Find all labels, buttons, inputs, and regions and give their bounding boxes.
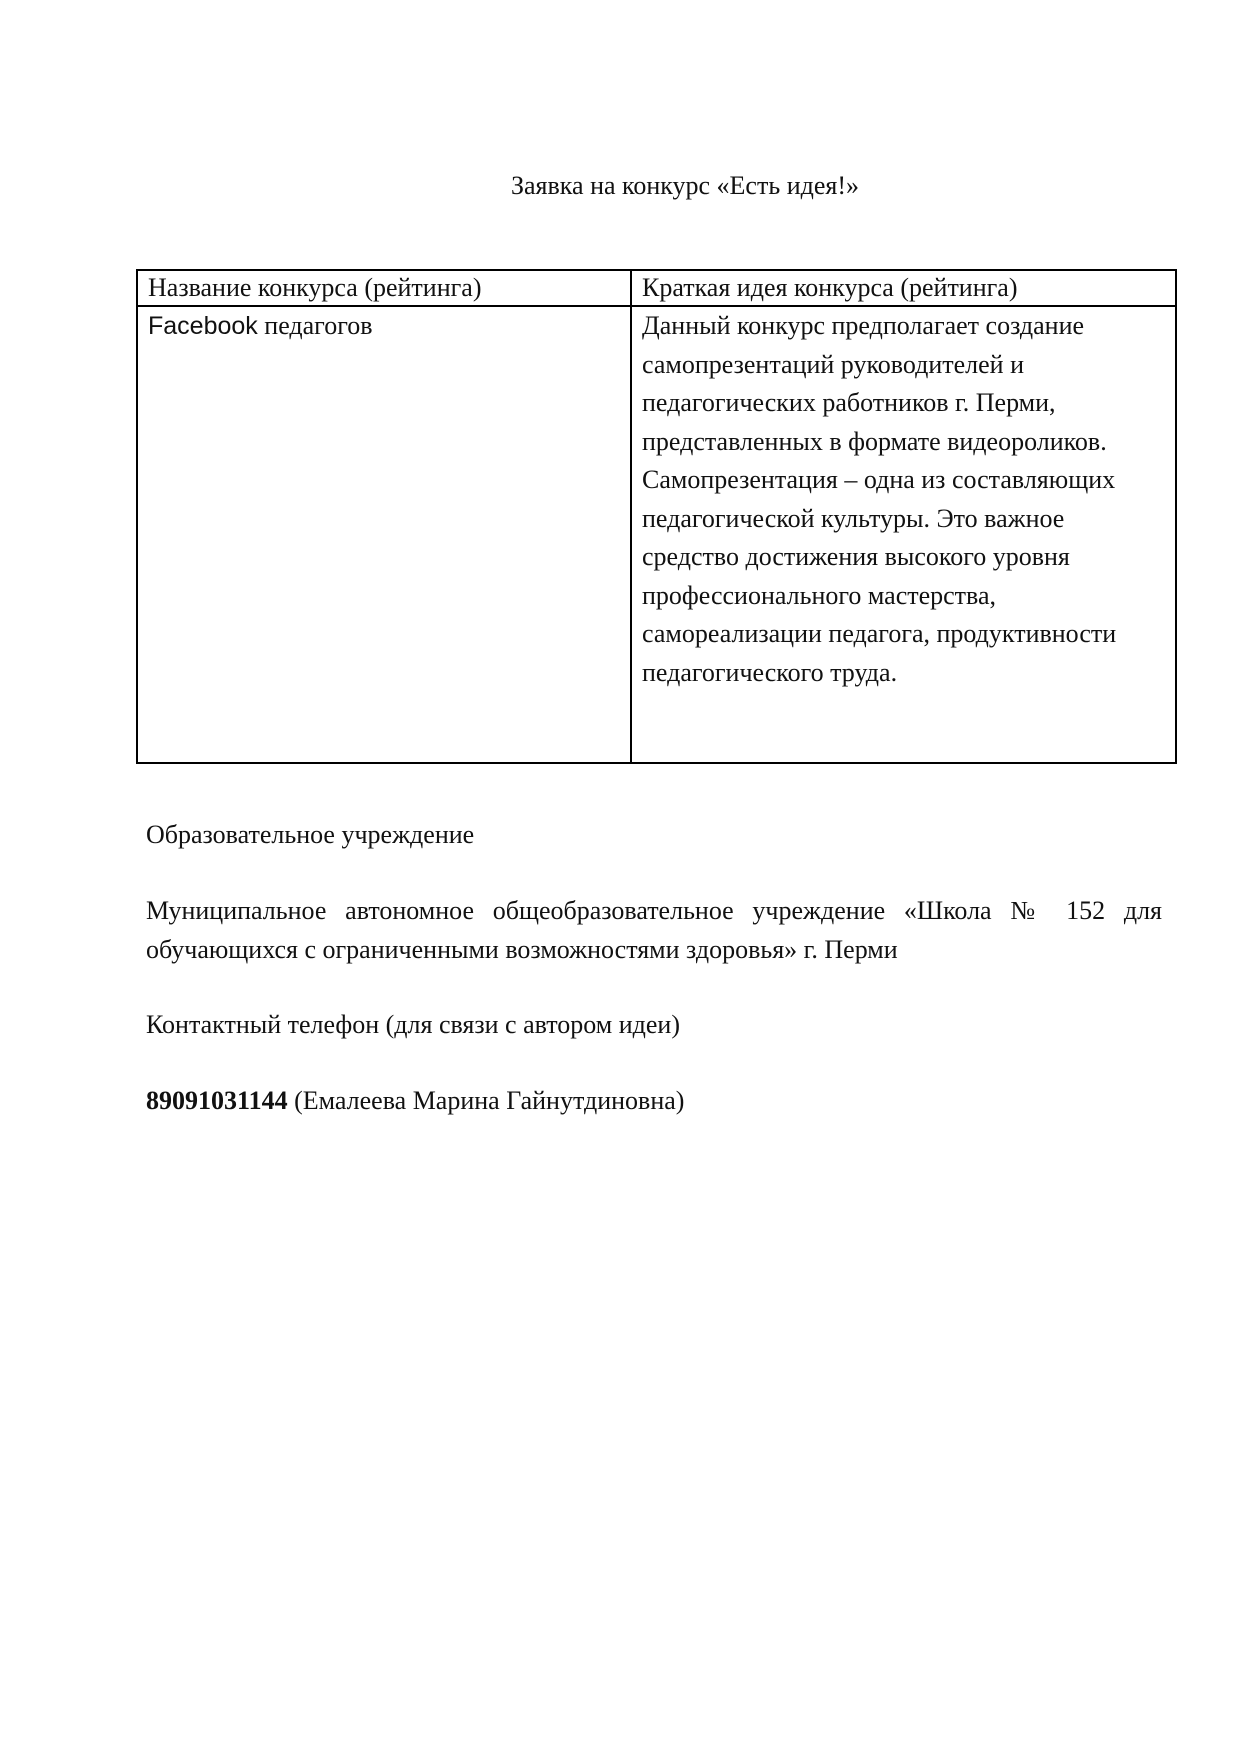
header-contest-name: Название конкурса (рейтинга) [137, 270, 631, 306]
contest-name-brand: Facebook [148, 312, 258, 340]
table-row [137, 306, 1176, 763]
institution-name: Муниципальное автономное общеобразовательное учреждение «Школа № 152 для обучающихся с ограниченными возможностями здоровья» г. Перми [146, 896, 1162, 964]
contest-name-rest: педагогов [257, 311, 373, 340]
contest-name-cell [137, 306, 631, 763]
page-title: Заявка на конкурс «Есть идея!» [510, 171, 859, 200]
header-contest-idea: Краткая идея конкурса (рейтинга) [631, 270, 1176, 306]
contact-phone-number: 89091031144 [146, 1086, 288, 1115]
contact-person: (Емалеева Марина Гайнутдиновна) [287, 1086, 685, 1115]
table-header-row [137, 270, 1176, 306]
contact-line [146, 1082, 1162, 1121]
contact-phone-label: Контактный телефон (для связи с автором идеи) [146, 1010, 681, 1039]
institution-label: Образовательное учреждение [146, 820, 475, 849]
contest-idea-cell: Данный конкурс предполагает создание самопрезентаций руководителей и педагогических работников г. Перми, представленных в формате видеороликов. Самопрезентация – одна из составляющих педагогической культуры. Это важное средство достижения высокого уровня профессионального мастерства, самореализации педагога, продуктивности педагогического труда. [631, 306, 1176, 763]
contest-table [136, 269, 1177, 764]
